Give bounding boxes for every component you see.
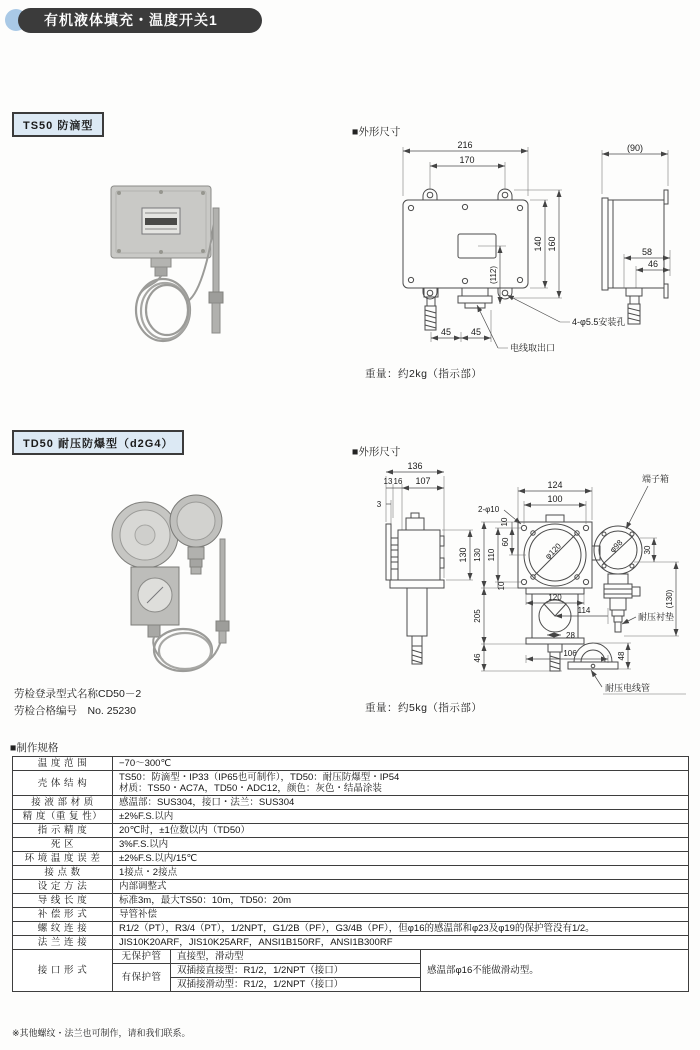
- spec-label: 环 境 温 度 误 差: [13, 851, 113, 865]
- spec-interface-note: 感温部φ16不能做滑动型。: [421, 949, 689, 991]
- dim-13: 13: [383, 477, 393, 486]
- callout-cable-outlet: 电线取出口: [510, 343, 556, 353]
- spec-no-guard-label: 无保护管: [113, 949, 171, 963]
- td50-weight-note: 重量：约5kg（指示部）: [365, 702, 483, 714]
- ts50-drawing-title: ■外形尺寸: [352, 126, 401, 138]
- td50-registration: [14, 686, 141, 720]
- spec-row-flange-connection: [13, 935, 689, 949]
- spec-value-line2: 材质：TS50・AC7A，TD50・ADC12，颜色：灰色・结晶涂装: [119, 783, 382, 795]
- spec-value: R1/2（PT），R3/4（PT），1/2NPT，G1/2B（PF），G3/4B（PF），但φ16的感温部和φ23及φ19的保护管没有1/2。: [113, 921, 689, 935]
- td50-section-label-text: TD50 耐压防爆型（d2G4）: [23, 438, 174, 450]
- ts50-photo-illustration: [111, 186, 223, 341]
- td50-drawing-title: ■外形尺寸: [352, 446, 401, 458]
- spec-guard-label: 有保护管: [113, 963, 171, 991]
- dim-216: 216: [457, 140, 473, 150]
- spec-value: ±2%F.S.以内: [113, 809, 689, 823]
- dim-46: 46: [647, 259, 659, 269]
- spec-label: 法 兰 连 接: [13, 935, 113, 949]
- spec-label: 设 定 方 法: [13, 879, 113, 893]
- spec-row-thread-connection: [13, 921, 689, 935]
- td50-photo-illustration: [112, 495, 229, 671]
- spec-label: 死 区: [13, 837, 113, 851]
- spec-value: 内部调整式: [113, 879, 689, 893]
- dim-3: 3: [376, 500, 382, 509]
- spec-guard-value1: 双插接直接型：R1/2，1/2NPT（接口）: [171, 963, 421, 977]
- page-footnote: ※其他螺纹・法兰也可制作，请和我们联系。: [12, 1028, 191, 1038]
- spec-label: 指 示 精 度: [13, 823, 113, 837]
- ts50-dimension-drawing: [350, 138, 695, 378]
- dim-120: 120: [548, 593, 562, 602]
- dim-130-side: 130: [458, 547, 468, 563]
- page-title: 有机液体填充・温度开关1: [44, 12, 218, 28]
- dim-114: 114: [577, 606, 591, 615]
- td50-section-label: [12, 430, 184, 455]
- dim-124: 124: [547, 480, 563, 490]
- spec-row-accuracy: [13, 809, 689, 823]
- spec-label: 补 偿 形 式: [13, 907, 113, 921]
- td50-front-view: [473, 480, 608, 671]
- spec-row-setting-method: [13, 879, 689, 893]
- td50-product-photo: [103, 487, 243, 677]
- dim-110: 110: [487, 548, 496, 562]
- spec-label: 接 液 部 材 质: [13, 795, 113, 809]
- spec-table-title: ■制作规格: [10, 742, 59, 754]
- spec-row-dead-band: [13, 837, 689, 851]
- dim-136: 136: [407, 461, 423, 471]
- spec-row-ambient-error: [13, 851, 689, 865]
- dim-107: 107: [415, 476, 431, 486]
- ts50-product-photo: [103, 180, 238, 355]
- dim-112: (112): [489, 265, 498, 285]
- dim-16: 16: [393, 477, 403, 486]
- ts50-section-label-text: TS50 防滴型: [23, 120, 94, 132]
- page-title-bar: [18, 8, 262, 33]
- dim-10-top: 10: [500, 517, 509, 527]
- ts50-section-label: [12, 112, 104, 137]
- dim-45-right: 45: [470, 327, 482, 337]
- spec-value-line1: TS50：防滴型・IP33（IP65也可制作），TD50：耐压防爆型・IP54: [119, 772, 400, 783]
- ts50-weight-note: 重量：约2kg（指示部）: [365, 368, 483, 380]
- dim-130-paren: (130): [665, 589, 674, 609]
- dim-30: 30: [643, 545, 652, 555]
- dim-170: 170: [459, 155, 475, 165]
- spec-value: 导管补偿: [113, 907, 689, 921]
- dim-60: 60: [501, 537, 510, 547]
- dim-48: 48: [617, 651, 626, 661]
- spec-value: 标准3m，最大TS50：10m，TD50：20m: [113, 893, 689, 907]
- dim-dia98: φ98: [608, 538, 625, 555]
- spec-value: 3%F.S.以内: [113, 837, 689, 851]
- dim-140: 140: [533, 236, 543, 252]
- dim-28: 28: [566, 631, 575, 640]
- spec-value: −70～300℃: [113, 757, 689, 771]
- spec-guard-value2: 双插接滑动型：R1/2，1/2NPT（接口）: [171, 977, 421, 991]
- dim-100: 100: [547, 494, 563, 504]
- dim-205: 205: [473, 609, 482, 623]
- spec-label-interface: 接 口 形 式: [13, 949, 113, 991]
- spec-value: 20℃时，±1位数以内（TD50）: [113, 823, 689, 837]
- spec-value: ±2%F.S.以内/15℃: [113, 851, 689, 865]
- spec-row-lead-length: [13, 893, 689, 907]
- dim-45-left: 45: [440, 327, 452, 337]
- spec-label: 精 度（重 复 性）: [13, 809, 113, 823]
- spec-row-wetted-material: [13, 795, 689, 809]
- dim-130-front: 130: [473, 548, 482, 562]
- td50-terminal-assembly: [568, 473, 686, 694]
- registration-line2: 劳检合格编号 No. 25230: [14, 705, 136, 717]
- callout-mount-holes: 4-φ5.5安装孔: [572, 317, 626, 327]
- spec-label: 接 点 数: [13, 865, 113, 879]
- spec-row-interface-1: [13, 949, 689, 963]
- spec-value: 1接点・2接点: [113, 865, 689, 879]
- ts50-front-view: [403, 140, 625, 353]
- spec-table: [12, 756, 689, 992]
- spec-row-contacts: [13, 865, 689, 879]
- td50-side-view: [377, 461, 473, 664]
- dim-46-front: 46: [473, 653, 482, 663]
- spec-row-compensation: [13, 907, 689, 921]
- spec-value: [113, 771, 689, 796]
- spec-row-indication-accuracy: [13, 823, 689, 837]
- dim-106: 106: [563, 649, 577, 658]
- dim-dia120: φ120: [543, 541, 563, 561]
- registration-line1: 劳检登录型式名称CD50－2: [14, 688, 142, 700]
- spec-row-temp-range: [13, 757, 689, 771]
- spec-value: 感温部：SUS304，接口・法兰：SUS304: [113, 795, 689, 809]
- spec-label: 螺 纹 连 接: [13, 921, 113, 935]
- spec-row-housing: [13, 771, 689, 796]
- ts50-side-view: [602, 143, 670, 324]
- spec-value: JIS10K20ARF，JIS10K25ARF，ANSI1B150RF，ANSI1B300RF: [113, 935, 689, 949]
- callout-2-dia10: 2-φ10: [478, 505, 500, 514]
- callout-conduit: 耐压电线管: [605, 683, 651, 693]
- dim-10-bottom: 10: [497, 581, 506, 591]
- dim-58: 58: [641, 247, 653, 257]
- spec-label: 导 线 长 度: [13, 893, 113, 907]
- td50-dimension-drawing: [350, 458, 695, 703]
- spec-label: 温 度 范 围: [13, 757, 113, 771]
- spec-no-guard-value: 直接型，滑动型: [171, 949, 421, 963]
- dim-90: (90): [626, 143, 644, 153]
- callout-gasket: 耐压衬垫: [638, 612, 675, 622]
- dim-160: 160: [547, 236, 557, 252]
- callout-terminal-box: 端子箱: [642, 474, 670, 484]
- spec-label: 壳 体 结 构: [13, 771, 113, 796]
